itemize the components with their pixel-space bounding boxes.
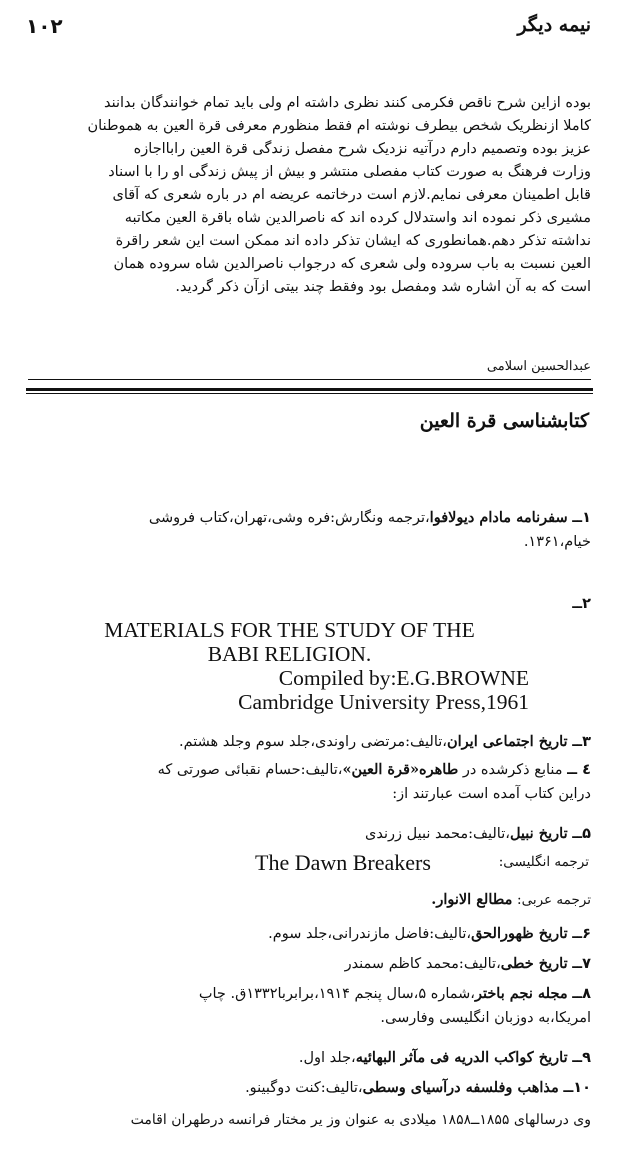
bibliography-item-3 <box>28 730 591 754</box>
item-title: تاریخ نبیل <box>509 825 568 842</box>
intro-line: العین نسبت به باب سروده ولی شعری که درجواب ناصرالدین شاه سروده همان <box>113 256 591 272</box>
item-details: ،تالیف:حسام نقبائی صورتی که <box>157 762 343 778</box>
item-details-continued: دراین کتاب آمده است عبارتند از: <box>392 786 591 802</box>
bibliography-item-1 <box>28 506 591 554</box>
latin-citation-line: Compiled by:E.G.BROWNE <box>278 666 529 690</box>
item-title: سفرنامه مادام دیولافوا <box>429 509 568 526</box>
item-title: مجله نجم باختر <box>474 985 568 1002</box>
section-divider-thin <box>26 393 593 394</box>
item-details: ،جلد اول. <box>298 1050 356 1066</box>
intro-line: است که به آن اشاره شد ومفصل بود وفقط چند بیتی ازآن ذکر گردید. <box>175 279 591 295</box>
translation-label: ترجمه انگلیسی: <box>498 854 589 870</box>
arabic-translation <box>28 888 591 912</box>
item-number: ۷ــ <box>572 956 591 972</box>
continuation-text: وی درسالهای ۱۸۵۵ــ۱۸۵۸ میلادی به عنوان وز یر مختار فرانسه درطهران اقامت <box>130 1112 591 1128</box>
item-title: تاریخ کواکب الدریه فی مآثر البهائیه <box>355 1049 568 1066</box>
item-details: ،تالیف:محمد نبیل زرندی <box>365 826 510 842</box>
item-details: ،تالیف:فاضل مازندرانی،جلد سوم. <box>268 926 472 942</box>
intro-line: نداشته تذکر دهم.همانطوری که ایشان تذکر داده اند ممکن است این شعر راقرة <box>115 233 591 249</box>
item-title: تاریخ اجتماعی ایران <box>447 733 568 750</box>
bibliography-item-5 <box>28 822 591 846</box>
intro-line: وزارت فرهنگ به صورت کتاب مفصلی منتشر و بیش از پیش زندگی او را با اسناد <box>108 164 591 180</box>
item-prefix: منابع ذکرشده در <box>462 762 563 778</box>
item-number: ٤ ــ <box>567 762 591 778</box>
arabic-translation-title: مطالع الانوار. <box>431 891 513 908</box>
item-details: ،تالیف:کنت دوگبینو. <box>245 1080 363 1096</box>
item-details-continued: امریکا،به دوزبان انگلیسی وفارسی. <box>380 1010 591 1026</box>
intro-line: قابل اطمینان معرفی نمایم.لازم است درخاتمه عریضه ام در باره شعری که آقای <box>112 187 591 203</box>
signature-rule <box>28 379 591 380</box>
item-number: ۱۰ــ <box>563 1080 591 1096</box>
item-number: ۶ــ <box>572 926 591 942</box>
item-details: ،تالیف:مرتضی راوندی،جلد سوم وجلد هشتم. <box>178 734 447 750</box>
bibliography-item-6 <box>28 922 591 946</box>
item-number: ۵ــ <box>572 826 591 842</box>
bibliography-item-8 <box>28 982 591 1030</box>
latin-citation-line: BABI RELIGION. <box>207 642 372 666</box>
item-details: ،تالیف:محمد کاظم سمندر <box>344 956 501 972</box>
running-title: نیمه دیگر <box>517 14 591 36</box>
item-number: ۸ــ <box>572 986 591 1002</box>
item-title: تاریخ خطی <box>500 955 568 972</box>
item-title: مذاهب وفلسفه درآسیای وسطی <box>362 1079 559 1096</box>
item-details: ،ترجمه ونگارش:فره وشی،تهران،کتاب فروشی <box>148 510 430 526</box>
section-divider-thick <box>26 388 593 391</box>
author-signature: عبدالحسین اسلامی <box>486 359 591 374</box>
item-number: ۳ــ <box>572 734 591 750</box>
latin-citation-line: MATERIALS FOR THE STUDY OF THE <box>104 618 475 642</box>
intro-line: عزیز بوده وتصمیم دارم درآتیه نزدیک شرح مفصل زندگی قرة العین رابااجازه <box>133 141 591 157</box>
continuation-line <box>28 1108 591 1132</box>
item-details: ،شماره ۵،سال پنجم ۱۹۱۴،برابربا۱۳۳۲ق. چاپ <box>198 986 475 1002</box>
item-number: ۹ــ <box>572 1050 591 1066</box>
item-title: طاهره«قرة العین» <box>342 761 459 778</box>
item-number: ۲ــ <box>572 596 591 612</box>
page-header <box>26 14 591 50</box>
page-number: ۱۰۲ <box>26 14 63 38</box>
intro-line: مشیری ذکر نموده اند واستدلال کرده اند که ناصرالدین شاه باقرة العین مکاتبه <box>124 210 591 226</box>
bibliography-item-10 <box>28 1076 591 1100</box>
item-title: تاریخ ظهورالحق <box>471 925 568 942</box>
latin-citation-line: Cambridge University Press,1961 <box>238 690 529 714</box>
bibliography-item-4 <box>28 758 591 806</box>
latin-citation <box>50 618 529 714</box>
intro-line: بوده ازاین شرح ناقص فکرمی کنند نظری داشته ام ولی باید تمام خوانندگان بدانند <box>103 95 591 111</box>
signature-row <box>28 355 591 377</box>
intro-line: کاملا ازنظریک شخص بیطرف نوشته ام فقط منظورم معرفی قرة العین به هموطنان <box>87 118 591 134</box>
bibliography-item-2 <box>28 592 591 616</box>
section-heading: کتابشناسی قرة العین <box>419 410 589 432</box>
item-details-continued: خیام،۱۳۶۱. <box>523 534 591 550</box>
bibliography-item-7 <box>28 952 591 976</box>
english-translation-title: The Dawn Breakers <box>255 850 431 875</box>
intro-paragraph <box>28 92 591 299</box>
bibliography-item-9 <box>28 1046 591 1070</box>
arabic-translation-label: ترجمه عربی: <box>517 892 591 908</box>
item-number: ۱ــ <box>572 510 591 526</box>
